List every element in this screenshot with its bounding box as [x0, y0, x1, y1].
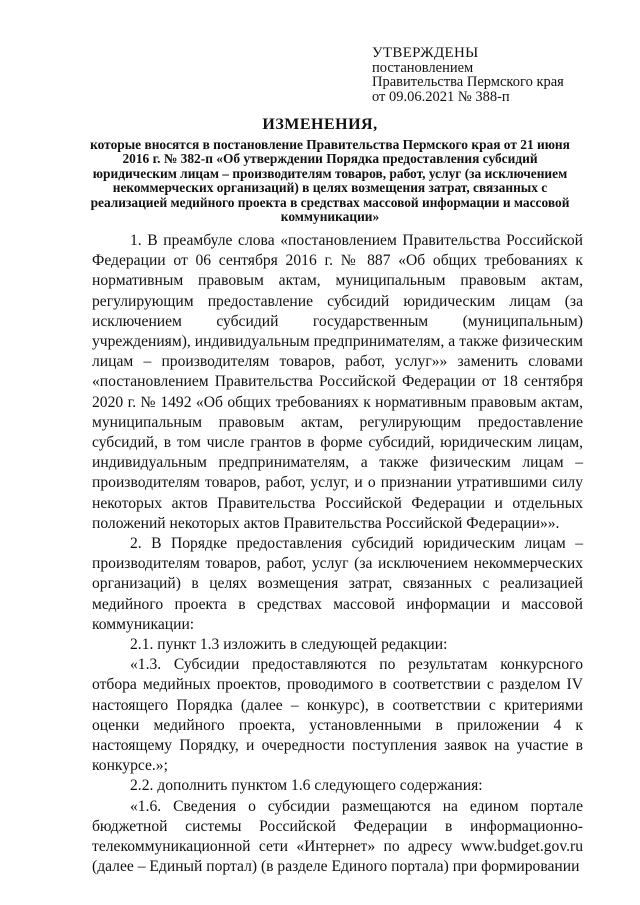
approval-stamp [372, 46, 564, 104]
approval-line-2: Правительства Пермского края [372, 74, 564, 90]
paragraph-2-1: 2.1. пункт 1.3 изложить в следующей редакции: [130, 636, 448, 654]
paragraph-1: 1. В преамбуле слова «постановлением Правительства Российской Федерации от 06 сентября 2016 г. № 887 «Об общих требованиях к нормативным правовым актам, муниципальным правовым актам, регулирующим предоставление субсидий юридическим лицам (за исключением субсидий государственным (муниципальным) учреждениям), индивидуальным предпринимателям, а также физическим лицам – производителям товаров, работ, услуг»» заменить словами «постановлением Правительства Российской Федерации от 18 сентября 2020 г. № 1492 «Об общих требованиях к нормативным правовым актам, муниципальным правовым актам, регулирующим предоставление субсидий, в том числе грантов в форме субсидий, юридическим лицам, индивидуальным предпринимателям, а также физическим лицам – производителям товаров, работ, услуг, и о признании утратившими силу некоторых актов Правительства Российской Федерации и отдельных положений некоторых актов Правительства Российской Федерации»». [92, 232, 583, 532]
paragraph-2-2: 2.2. дополнить пунктом 1.6 следующего содержания: [130, 777, 483, 795]
paragraph-2: 2. В Порядке предоставления субсидий юридическим лицам – производителям товаров, работ, услуг (за исключением некоммерческих организаций) в целях возмещения затрат, связанных с реализацией медийного проекта в средствах массовой информации и массовой коммуникации: [92, 535, 583, 633]
approval-line-3: от 09.06.2021 № 388-п [372, 88, 510, 105]
paragraph-1-6-text: «1.6. Сведения о субсидии размещаются на едином портале бюджетной системы Российской Федерации в информационно-телекоммуникационной сети «Интернет» по адресу www.budget.gov.ru (далее – Единый портал) (в разделе Единого портала) при формировании [92, 797, 583, 876]
paragraph-1-3-text: «1.3. Субсидии предоставляются по результатам конкурсного отбора медийных проектов, проводимого в соответствии с разделом IV настоящего Порядка (далее – конкурс), в соответствии с критериями оценки медийного проекта, установленными в приложении 4 к настоящему Порядку, и очередности поступления заявок на участие в конкурсе.»; [92, 656, 583, 775]
approval-heading: УТВЕРЖДЕНЫ [372, 45, 479, 61]
document-subtitle: которые вносятся в постановление Правительства Пермского края от 21 июня 2016 г. № 382-п «Об утверждении Порядка предоставления субсидий юридическим лицам – производителям товаров, работ, услуг (за исключением некоммерческих организаций) в целях возмещения затрат, связанных с реализацией медийного проекта в средствах массовой информации и массовой коммуникации» [90, 137, 570, 225]
document-title: ИЗМЕНЕНИЯ, [262, 116, 378, 133]
document-body [92, 231, 583, 878]
approval-line-1: постановлением [372, 59, 474, 76]
